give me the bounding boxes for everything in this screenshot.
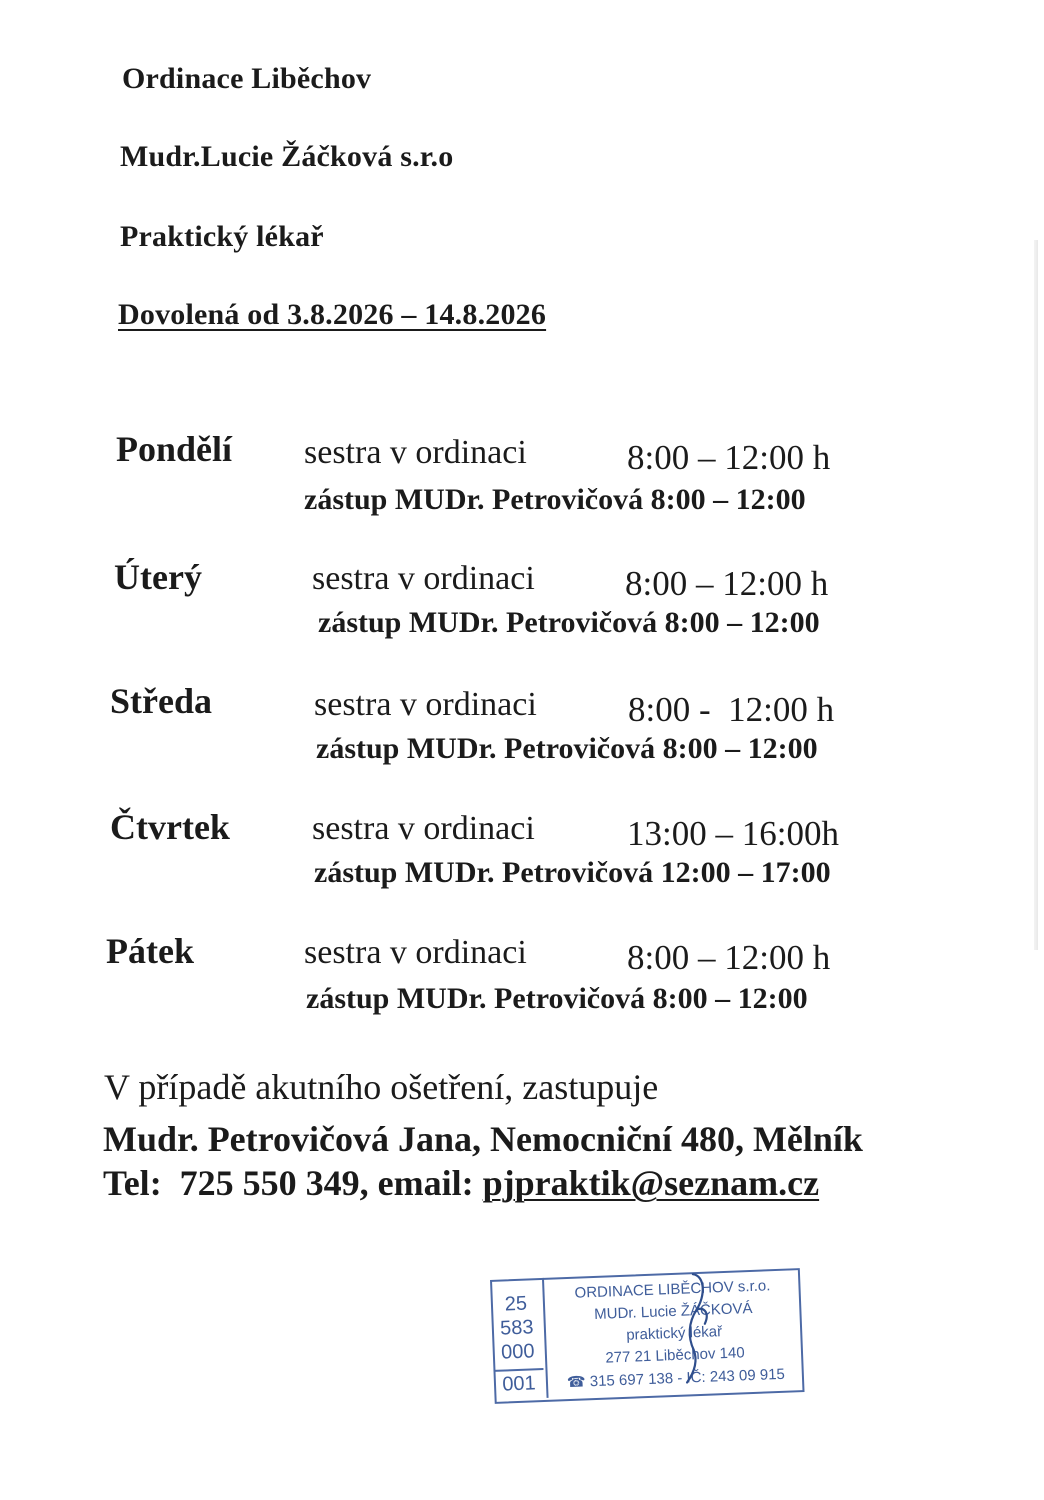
- nurse-label-wednesday: sestra v ordinaci: [314, 686, 537, 723]
- substitute-monday: zástup MUDr. Petrovičová 8:00 – 12:00: [304, 483, 806, 516]
- page-edge-shadow: [1034, 240, 1038, 950]
- email-link[interactable]: pjpraktik@seznam.cz: [482, 1163, 820, 1203]
- stamp-number-column: [490, 1278, 549, 1400]
- stamp-number: 001: [493, 1368, 544, 1397]
- stamp-number: 583: [499, 1316, 534, 1340]
- substitute-friday: zástup MUDr. Petrovičová 8:00 – 12:00: [306, 982, 808, 1015]
- stamp-line: ORDINACE LIBĚCHOV s.r.o.: [574, 1277, 771, 1302]
- substitute-doctor-address: Mudr. Petrovičová Jana, Nemocniční 480, Mělník: [103, 1119, 863, 1159]
- day-friday: Pátek: [106, 931, 194, 971]
- nurse-label-friday: sestra v ordinaci: [304, 934, 527, 971]
- contact-line: [103, 1162, 819, 1204]
- stamp-number: 000: [500, 1340, 535, 1364]
- stamp-line: 277 21 Liběchov 140: [605, 1344, 745, 1367]
- signature-icon: [675, 1265, 720, 1386]
- day-monday: Pondělí: [116, 429, 233, 469]
- stamp-number: 25: [504, 1292, 528, 1316]
- nurse-label-monday: sestra v ordinaci: [304, 434, 527, 471]
- vacation-period: Dovolená od 3.8.2026 – 14.8.2026: [118, 298, 547, 331]
- day-thursday: Čtvrtek: [110, 807, 230, 847]
- nurse-time-monday: 8:00 – 12:00 h: [627, 438, 831, 477]
- stamp-line: MUDr. Lucie ŽÁČKOVÁ: [593, 1299, 753, 1324]
- day-tuesday: Úterý: [114, 557, 202, 597]
- doctor-role: Praktický lékař: [120, 220, 324, 253]
- nurse-time-tuesday: 8:00 – 12:00 h: [625, 564, 829, 603]
- nurse-label-tuesday: sestra v ordinaci: [312, 560, 535, 597]
- acute-care-note: V případě akutního ošetření, zastupuje: [104, 1067, 659, 1107]
- nurse-label-thursday: sestra v ordinaci: [312, 810, 535, 847]
- stamp-line: praktický lékař: [625, 1323, 723, 1344]
- phone-number: Tel: 725 550 349, email:: [103, 1163, 483, 1203]
- substitute-tuesday: zástup MUDr. Petrovičová 8:00 – 12:00: [318, 606, 820, 639]
- nurse-time-wednesday: 8:00 - 12:00 h: [628, 690, 835, 729]
- nurse-time-friday: 8:00 – 12:00 h: [627, 938, 831, 977]
- substitute-thursday: zástup MUDr. Petrovičová 12:00 – 17:00: [314, 856, 831, 889]
- practice-name: Ordinace Liběchov: [122, 62, 372, 95]
- nurse-time-thursday: 13:00 – 16:00h: [627, 814, 839, 853]
- doctor-name: Mudr.Lucie Žáčková s.r.o: [120, 140, 454, 173]
- official-stamp: [490, 1268, 807, 1406]
- substitute-wednesday: zástup MUDr. Petrovičová 8:00 – 12:00: [316, 732, 818, 765]
- stamp-line: ☎ 315 697 138 - IČ: 243 09 915: [566, 1365, 786, 1392]
- day-wednesday: Středa: [110, 681, 212, 721]
